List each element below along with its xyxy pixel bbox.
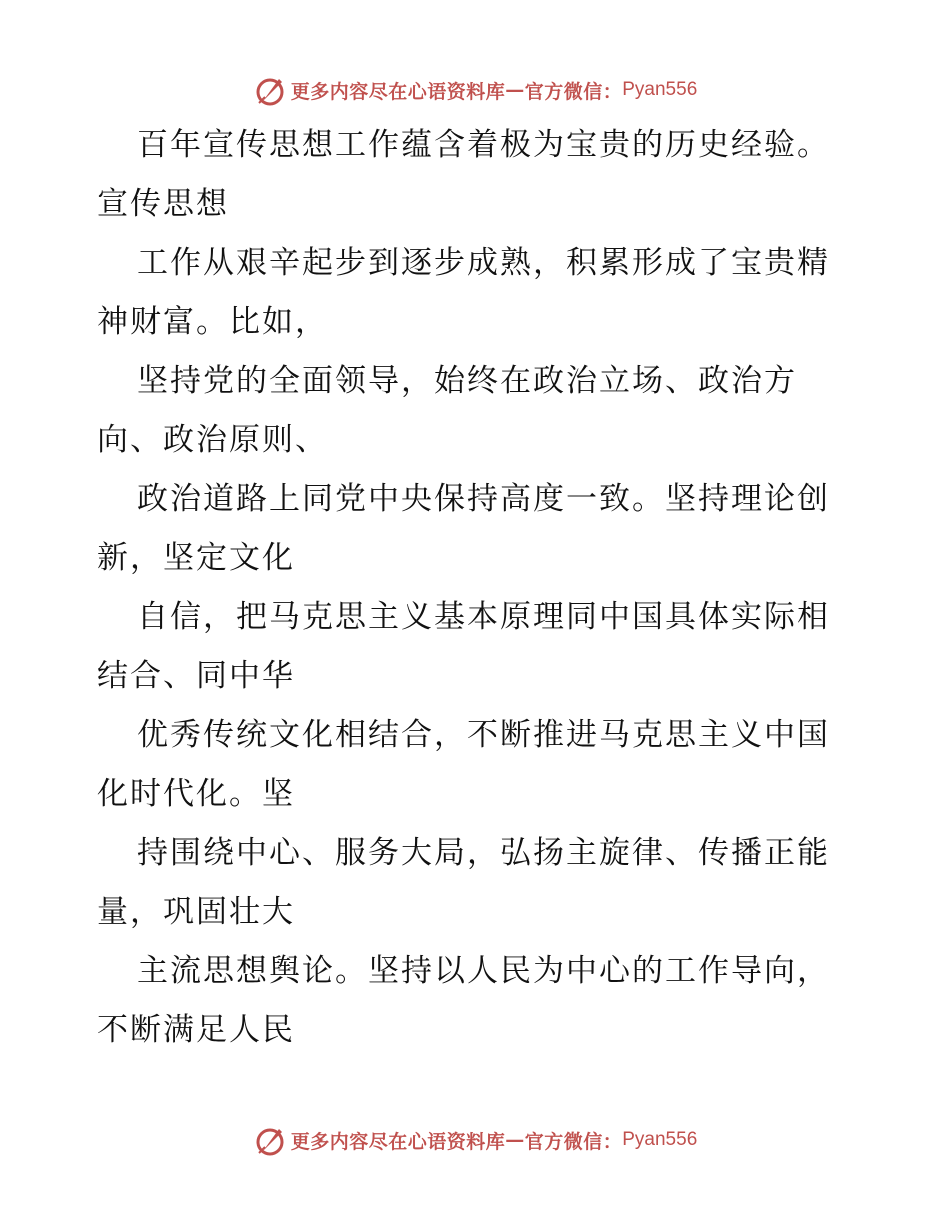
- paragraph-line: 宣传思想: [97, 186, 229, 222]
- paragraph-line: 化时代化。坚: [97, 776, 295, 812]
- paragraph-line: 新，坚定文化: [97, 540, 295, 576]
- paragraph-line: 坚持党的全面领导，始终在政治立场、政治方: [137, 363, 797, 399]
- paragraph: [97, 706, 857, 824]
- document-body: [97, 116, 857, 1060]
- quill-logo-icon: [253, 73, 287, 107]
- paragraph: [97, 352, 857, 470]
- paragraph-line: 优秀传统文化相结合，不断推进马克思主义中国: [137, 717, 830, 753]
- banner-wechat-label: 官方微信：: [524, 1130, 623, 1153]
- paragraph: [97, 824, 857, 942]
- paragraph: [97, 470, 857, 588]
- paragraph-line: 结合、同中华: [97, 658, 295, 694]
- quill-logo-icon: [253, 1123, 287, 1157]
- paragraph: [97, 116, 857, 234]
- paragraph-line: 神财富。比如，: [97, 304, 328, 340]
- paragraph-line: 工作从艰辛起步到逐步成熟，积累形成了宝贵精: [137, 245, 830, 281]
- paragraph-line: 不断满足人民: [97, 1012, 295, 1048]
- banner-main-text: 更多内容尽在心语资料库: [290, 80, 506, 103]
- banner-wechat-id: Pyan556: [622, 79, 698, 100]
- banner-dash: —: [505, 79, 525, 101]
- header-banner: [0, 70, 950, 110]
- paragraph: [97, 588, 857, 706]
- banner-wechat-id: Pyan556: [622, 1129, 698, 1150]
- paragraph-line: 百年宣传思想工作蕴含着极为宝贵的历史经验。: [137, 127, 830, 163]
- paragraph: [97, 234, 857, 352]
- paragraph-line: 持围绕中心、服务大局，弘扬主旋律、传播正能: [137, 835, 830, 871]
- paragraph-line: 政治道路上同党中央保持高度一致。坚持理论创: [137, 481, 830, 517]
- paragraph-line: 主流思想舆论。坚持以人民为中心的工作导向，: [137, 953, 830, 989]
- banner-wechat-label: 官方微信：: [524, 80, 623, 103]
- paragraph-line: 自信，把马克思主义基本原理同中国具体实际相: [137, 599, 830, 635]
- paragraph: [97, 942, 857, 1060]
- paragraph-line: 量，巩固壮大: [97, 894, 295, 930]
- banner-dash: —: [505, 1129, 525, 1151]
- paragraph-line: 向、政治原则、: [97, 422, 328, 458]
- footer-banner: [0, 1120, 950, 1160]
- banner-main-text: 更多内容尽在心语资料库: [290, 1130, 506, 1153]
